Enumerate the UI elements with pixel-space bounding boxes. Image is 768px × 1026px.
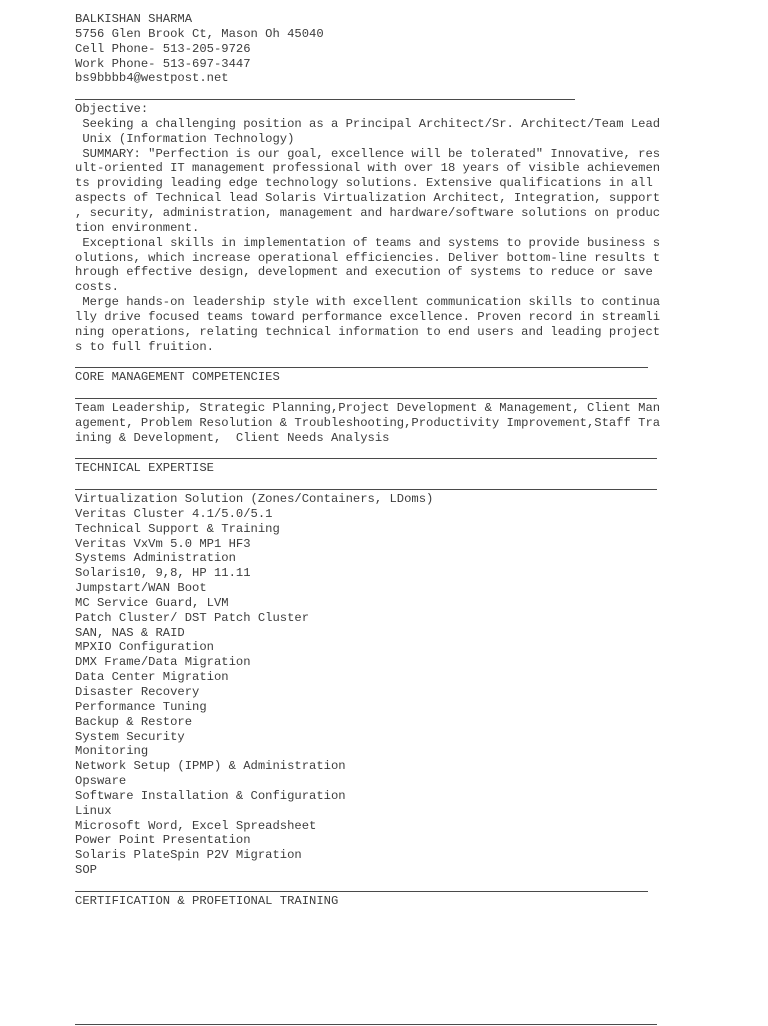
technical-item: Performance Tuning: [75, 699, 207, 714]
divider: [75, 878, 648, 892]
section-heading-objective: Objective:: [75, 102, 149, 117]
core-section: [75, 370, 675, 445]
divider: [75, 86, 575, 100]
divider: [75, 1011, 657, 1025]
candidate-name: BALKISHAN SHARMA: [75, 12, 193, 26]
certification-section: [75, 894, 675, 1011]
core-text: [75, 401, 675, 446]
technical-item: Veritas VxVm 5.0 MP1 HF3: [75, 536, 251, 551]
technical-item: Solaris PlateSpin P2V Migration: [75, 848, 302, 863]
core-line: Team Leadership, Strategic Planning,Project Development & Management, Client Man: [75, 400, 661, 415]
objective-section: [75, 102, 675, 354]
objective-line: tion environment.: [75, 220, 200, 235]
technical-item: Technical Support & Training: [75, 521, 280, 536]
technical-item: Data Center Migration: [75, 670, 229, 685]
objective-line: s to full fruition.: [75, 339, 214, 354]
technical-item: Jumpstart/WAN Boot: [75, 581, 207, 596]
technical-item: Backup & Restore: [75, 714, 193, 729]
technical-item: Patch Cluster/ DST Patch Cluster: [75, 610, 310, 625]
objective-line: ult-oriented IT management professional with over 18 years of visible achievemen: [75, 161, 661, 176]
technical-item: Opsware: [75, 774, 127, 789]
address: 5756 Glen Brook Ct, Mason Oh 45040: [75, 26, 324, 41]
technical-list: [75, 492, 675, 878]
objective-line: Exceptional skills in implementation of teams and systems to provide business s: [75, 235, 661, 250]
contact-block: [75, 12, 675, 86]
technical-item: Software Installation & Configuration: [75, 788, 346, 803]
technical-item: DMX Frame/Data Migration: [75, 655, 251, 670]
objective-line: , security, administration, management and hardware/software solutions on produc: [75, 205, 661, 220]
technical-item: Linux: [75, 803, 112, 818]
objective-text: [75, 117, 675, 355]
technical-item: Disaster Recovery: [75, 684, 200, 699]
core-line: agement, Problem Resolution & Troubleshooting,Productivity Improvement,Staff Tra: [75, 415, 661, 430]
objective-line: ning operations, relating technical information to end users and leading project: [75, 324, 661, 339]
technical-item: SOP: [75, 863, 97, 878]
cell-phone: Cell Phone- 513-205-9726: [75, 41, 251, 56]
technical-item: MPXIO Configuration: [75, 640, 214, 655]
objective-line: aspects of Technical lead Solaris Virtualization Architect, Integration, support: [75, 191, 661, 206]
technical-item: SAN, NAS & RAID: [75, 625, 185, 640]
objective-line: Unix (Information Technology): [75, 131, 295, 146]
objective-line: costs.: [75, 280, 119, 295]
work-phone: Work Phone- 513-697-3447: [75, 56, 251, 71]
technical-section: [75, 461, 675, 878]
technical-item: System Security: [75, 729, 185, 744]
technical-item: MC Service Guard, LVM: [75, 595, 229, 610]
technical-item: Power Point Presentation: [75, 833, 251, 848]
objective-line: Seeking a challenging position as a Principal Architect/Sr. Architect/Team Lead: [75, 116, 661, 131]
technical-item: Monitoring: [75, 744, 149, 759]
objective-line: ts providing leading edge technology solutions. Extensive qualifications in all: [75, 176, 653, 191]
divider: [75, 476, 657, 490]
technical-item: Veritas Cluster 4.1/5.0/5.1: [75, 506, 273, 521]
divider: [75, 354, 648, 368]
core-line: ining & Development, Client Needs Analysis: [75, 430, 390, 445]
resume-document: [75, 12, 675, 1026]
email: bs9bbbb4@westpost.net: [75, 71, 229, 86]
objective-line: SUMMARY: "Perfection is our goal, excellence will be tolerated" Innovative, res: [75, 146, 661, 161]
objective-line: Merge hands-on leadership style with excellent communication skills to continua: [75, 295, 661, 310]
technical-item: Systems Administration: [75, 551, 236, 566]
technical-item: Solaris10, 9,8, HP 11.11: [75, 566, 251, 581]
objective-line: olutions, which increase operational efficiencies. Deliver bottom-line results t: [75, 250, 661, 265]
divider: [75, 445, 657, 459]
section-heading-core: CORE MANAGEMENT COMPETENCIES: [75, 370, 280, 385]
section-heading-technical: TECHNICAL EXPERTISE: [75, 461, 214, 476]
objective-line: hrough effective design, development and execution of systems to reduce or save: [75, 265, 653, 280]
section-heading-certification: CERTIFICATION & PROFETIONAL TRAINING: [75, 893, 339, 908]
technical-item: Virtualization Solution (Zones/Containers, LDoms): [75, 492, 434, 506]
technical-item: Network Setup (IPMP) & Administration: [75, 759, 346, 774]
objective-line: lly drive focused teams toward performance excellence. Proven record in streamli: [75, 309, 661, 324]
technical-item: Microsoft Word, Excel Spreadsheet: [75, 818, 317, 833]
divider: [75, 385, 657, 399]
